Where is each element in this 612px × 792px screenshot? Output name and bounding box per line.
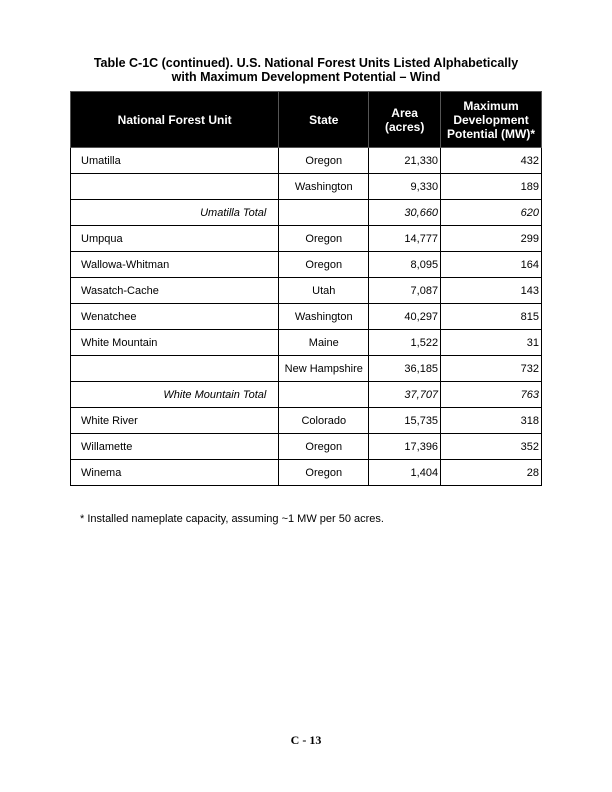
cell-area: 7,087	[369, 278, 441, 304]
cell-area: 9,330	[369, 174, 441, 200]
table-total-row	[71, 382, 542, 408]
cell-unit: Winema	[71, 460, 279, 486]
cell-unit: White Mountain	[71, 330, 279, 356]
cell-mw: 164	[441, 252, 542, 278]
cell-mw: 763	[441, 382, 542, 408]
cell-state	[279, 382, 369, 408]
cell-mw: 352	[441, 434, 542, 460]
table-row	[71, 304, 542, 330]
cell-mw: 318	[441, 408, 542, 434]
table-row	[71, 226, 542, 252]
cell-state: New Hampshire	[279, 356, 369, 382]
table-row	[71, 330, 542, 356]
cell-unit	[71, 356, 279, 382]
cell-area: 15,735	[369, 408, 441, 434]
cell-unit: Wallowa-Whitman	[71, 252, 279, 278]
header-area: Area (acres)	[369, 92, 441, 148]
cell-area: 37,707	[369, 382, 441, 408]
cell-mw: 189	[441, 174, 542, 200]
cell-state: Oregon	[279, 460, 369, 486]
table-row	[71, 278, 542, 304]
cell-state: Maine	[279, 330, 369, 356]
cell-unit: Umatilla	[71, 148, 279, 174]
cell-state	[279, 200, 369, 226]
cell-area: 1,522	[369, 330, 441, 356]
footnote: * Installed nameplate capacity, assuming ~1 MW per 50 acres.	[80, 513, 384, 525]
table-title	[0, 56, 612, 84]
cell-unit	[71, 174, 279, 200]
cell-mw: 620	[441, 200, 542, 226]
table-title-line1: Table C-1C (continued). U.S. National Forest Units Listed Alphabetically	[93, 56, 519, 70]
cell-area: 14,777	[369, 226, 441, 252]
cell-mw: 299	[441, 226, 542, 252]
cell-mw: 31	[441, 330, 542, 356]
cell-unit: Willamette	[71, 434, 279, 460]
page-number: C - 13	[290, 733, 322, 747]
cell-state: Washington	[279, 174, 369, 200]
cell-unit: Wenatchee	[71, 304, 279, 330]
cell-area: 40,297	[369, 304, 441, 330]
cell-state: Oregon	[279, 226, 369, 252]
table-row	[71, 408, 542, 434]
cell-mw: 28	[441, 460, 542, 486]
cell-state: Oregon	[279, 252, 369, 278]
table-row	[71, 252, 542, 278]
table-header-row	[71, 92, 542, 148]
cell-area: 21,330	[369, 148, 441, 174]
table-total-row	[71, 200, 542, 226]
cell-area: 17,396	[369, 434, 441, 460]
header-unit: National Forest Unit	[71, 92, 279, 148]
cell-mw: 432	[441, 148, 542, 174]
cell-area: 8,095	[369, 252, 441, 278]
cell-state: Washington	[279, 304, 369, 330]
cell-area: 30,660	[369, 200, 441, 226]
forest-units-table	[70, 91, 542, 486]
cell-unit: Wasatch-Cache	[71, 278, 279, 304]
cell-unit: White River	[71, 408, 279, 434]
table-row	[71, 174, 542, 200]
cell-state: Utah	[279, 278, 369, 304]
header-mw: Maximum Development Potential (MW)*	[441, 92, 542, 148]
cell-state: Oregon	[279, 434, 369, 460]
table-row	[71, 356, 542, 382]
table-row	[71, 148, 542, 174]
table-title-line2: with Maximum Development Potential – Wind	[171, 70, 441, 84]
table-row	[71, 460, 542, 486]
cell-state: Oregon	[279, 148, 369, 174]
cell-state: Colorado	[279, 408, 369, 434]
table-row	[71, 434, 542, 460]
cell-unit: Umpqua	[71, 226, 279, 252]
cell-mw: 732	[441, 356, 542, 382]
cell-unit: White Mountain Total	[71, 382, 279, 408]
cell-mw: 143	[441, 278, 542, 304]
cell-mw: 815	[441, 304, 542, 330]
cell-area: 36,185	[369, 356, 441, 382]
cell-area: 1,404	[369, 460, 441, 486]
header-state: State	[279, 92, 369, 148]
cell-unit: Umatilla Total	[71, 200, 279, 226]
